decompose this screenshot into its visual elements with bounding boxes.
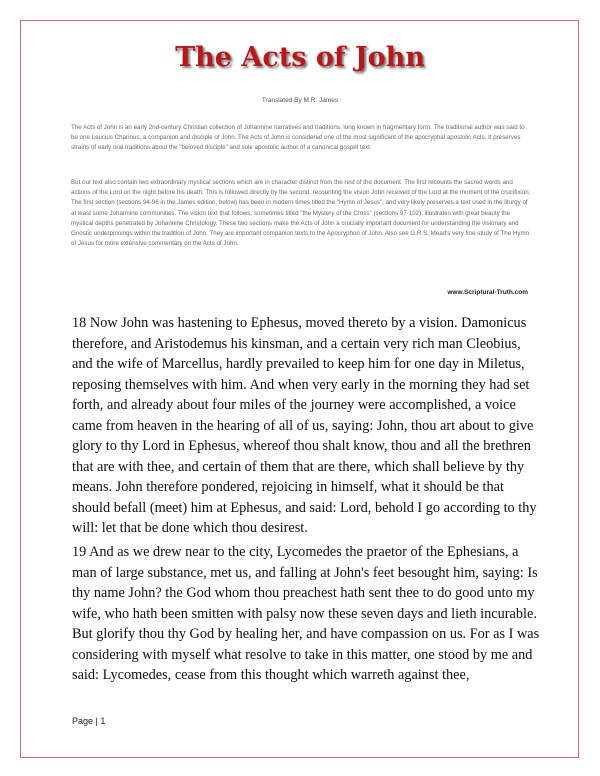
intro-paragraph-2: But our text also contain two extraordinary mystical sections which are in character distinct from the rest of the document. The first recounts the sacred words and actions of the Lord on the night before his death. This is followed directly by the second, recounting the vision John received of the Lord at the moment of the crucifixion. The first section (sections 94-96 in the James edition, below) has been in modern times titled the "Hymn of Jesus", and very likely preserves a text used in the liturgy of at least some Johannine communities. The vision text that follows, sometimes titled "the Mystery of the Cross" (sections 97-102), illustrates with great beauty the mystical depths penetrated by Johannine Christology. These two sections make the Acts of John a crucially important document for understanding the visionary and Gnostic underpinnings within the tradition of John. They are important companion texts to the Apocryphon of John. Also see G.R.S. Mead's very fine study of The Hymn of Jesus for more extensive commentary on the Acts of John.: [71, 179, 531, 248]
body-paragraph-19: 19 And as we drew near to the city, Lycomedes the praetor of the Ephesians, a man of large substance, met us, and falling at John's feet besought him, saying: Is thy name John? the God whom thou preachest hath sent thee to do good unto my wife, who hath been smitten with palsy now these seven days and lieth incurable. But glorify thou thy God by healing her, and have compassion on us. For as I was considering with myself what resolve to take in this matter, one stood by me and said: Lycomedes, cease from this thought which warreth against thee,: [72, 544, 540, 684]
intro-paragraph-1: The Acts of John is an early 2nd-century Christian collection of Johannine narratives and traditions, long known in fragmentary form. The traditional author was said to be one Leucius Charinus, a companion and disciple of John. The Acts of John is considered one of the most significant of the apocryphal apostolic Acts. It preserves strains of early oral traditions about the "beloved disciple" and sole apostolic author of a canonical gospel text.: [71, 124, 525, 152]
translator-credit: Translated By M.R. James: [261, 97, 339, 104]
body-paragraph-18: 18 Now John was hastening to Ephesus, moved thereto by a vision. Damonicus therefore, and Aristodemus his kinsman, and a certain very rich man Cleobius, and the wife of Marcellus, hardly prevailed to keep him for one day in Miletus, reposing themselves with him. And when very early in the morning they had set forth, and already about four miles of the journey were accomplished, a voice came from heaven in the hearing of all of us, saying: John, thou art about to give glory to thy Lord in Ephesus, whereof thou shalt know, thou and all the brethren that are with thee, and certain of them that are there, which shall believe by thy means. John therefore pondered, rejoicing in himself, what it should be that should befall (meet) him at Ephesus, and said: Lord, behold I go according to thy will: let that be done which thou desirest.: [72, 315, 537, 537]
document-title: The Acts of John: [175, 42, 425, 73]
page-number-footer: Page | 1: [72, 716, 106, 726]
website-credit: www.Scriptural-Truth.com: [447, 289, 528, 296]
